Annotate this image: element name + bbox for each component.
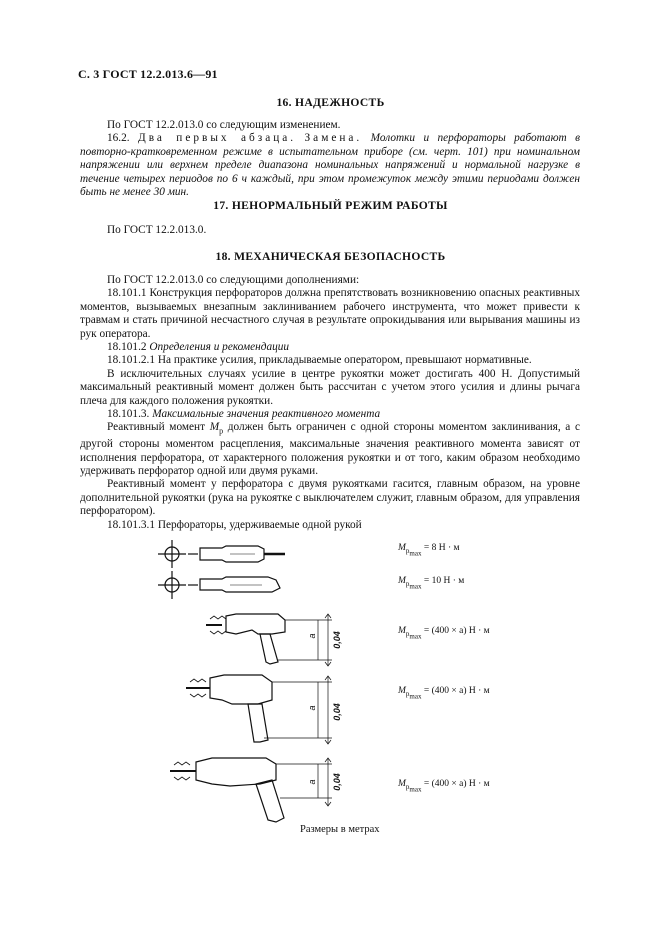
moment-label-5: $M_{p_{max}} = (400 \times a) Н \cdot м$ bbox=[398, 779, 490, 794]
section-18-p6: 18.101.3. Максимальные значения реактивного момента bbox=[107, 408, 381, 421]
moment-label-1: $M_{p_{max}} = 8$ Н · м bbox=[398, 543, 460, 558]
section-17-body bbox=[80, 224, 580, 237]
dim-a-4: a bbox=[307, 705, 317, 711]
dim-a-5: a bbox=[307, 779, 317, 785]
dim-value-5: 0,04 bbox=[332, 773, 342, 791]
dim-value-3: 0,04 bbox=[332, 631, 342, 649]
section-18-p7: Реактивный момент $M_р$ должен быть ограничен с одной стороны моментом заклинивания, а с другой стороны моментом расцепления, максимальные значения реактивного момента зависят от исполнения перфоратора, от характерного положения рукоятки и от того, каким образом необходимо удерживать перфоратор одной или двумя руками. bbox=[80, 421, 581, 477]
figure-caption: Размеры в метрах bbox=[300, 824, 380, 835]
dim-value-4: 0,04 bbox=[332, 703, 342, 721]
tool-drawing-2 bbox=[158, 571, 280, 599]
section-18-p9: 18.101.3.1 Перфораторы, удерживаемые одной рукой bbox=[107, 518, 362, 531]
section-18-p8: Реактивный момент у перфоратора с двумя рукоятками гасится, главным образом, на уровне дополнительной рукоятки (рука на рукоятке с выключателем служит, главным образом, для управления перфоратором). bbox=[80, 478, 580, 518]
section-18-title: 18. МЕХАНИЧЕСКАЯ БЕЗОПАСНОСТЬ bbox=[215, 250, 446, 263]
section-18-p3: 18.101.2 Определения и рекомендации bbox=[107, 341, 290, 354]
tools-figure bbox=[0, 530, 661, 850]
section-17-p1: По ГОСТ 12.2.013.0. bbox=[107, 224, 207, 236]
section-18-p4: 18.101.2.1 На практике усилия, прикладываемые оператором, превышают нормативные. bbox=[107, 354, 532, 367]
moment-label-2: $M_{p_{max}} = 10$ Н · м bbox=[398, 576, 465, 591]
section-17-title: 17. НЕНОРМАЛЬНЫЙ РЕЖИМ РАБОТЫ bbox=[213, 199, 448, 212]
tool-drawing-1 bbox=[158, 540, 285, 568]
section-18-body bbox=[80, 274, 580, 532]
moment-label-4: $M_{p_{max}} = (400 \times a) Н \cdot м$ bbox=[398, 686, 490, 701]
section-18-p1: По ГОСТ 12.2.013.0 со следующими дополнениями: bbox=[107, 274, 360, 286]
section-16-p1: По ГОСТ 12.2.013.0 со следующим изменением. bbox=[107, 119, 341, 131]
section-16-p2: 16.2. Два первых абзаца. Замена. Молотки и перфораторы работают в повторно-кратковременном режиме в испытательном приборе (см. черт. 101) при номинальном напряжении или верхнем пределе диапазона номинальных напряжений и нормальной нагрузке в течение четырех периодов по 6 ч каждый, при этом промежуток между этими периодами должен быть не менее 30 мин. bbox=[80, 132, 580, 199]
section-16-body bbox=[80, 119, 580, 199]
tool-drawing-5 bbox=[170, 758, 332, 822]
section-18-p2: 18.101.1 Конструкция перфораторов должна препятствовать возникновению опасных реактивных моментов, вызываемых внезапным заклиниванием рабочего инструмента, что может привести к травмам и стать причиной несчастного случая в результате опрокидывания или вырывания машины из рук оператора. bbox=[80, 287, 580, 340]
section-16-title: 16. НАДЕЖНОСТЬ bbox=[276, 96, 385, 109]
tool-drawing-3 bbox=[206, 614, 332, 666]
dim-a-3: a bbox=[307, 633, 317, 639]
page-header: С. 3 ГОСТ 12.2.013.6—91 bbox=[78, 67, 218, 81]
moment-label-3: $M_{p_{max}} = (400 \times a) Н \cdot м$ bbox=[398, 626, 490, 641]
section-18-p5: В исключительных случаях усилие в центре рукоятки может достигать 400 Н. Допустимый максимальный реактивный момент должен быть рассчитан с учетом этого усилия и длины рычага плеча для каждого положения рукоятки. bbox=[80, 367, 580, 407]
